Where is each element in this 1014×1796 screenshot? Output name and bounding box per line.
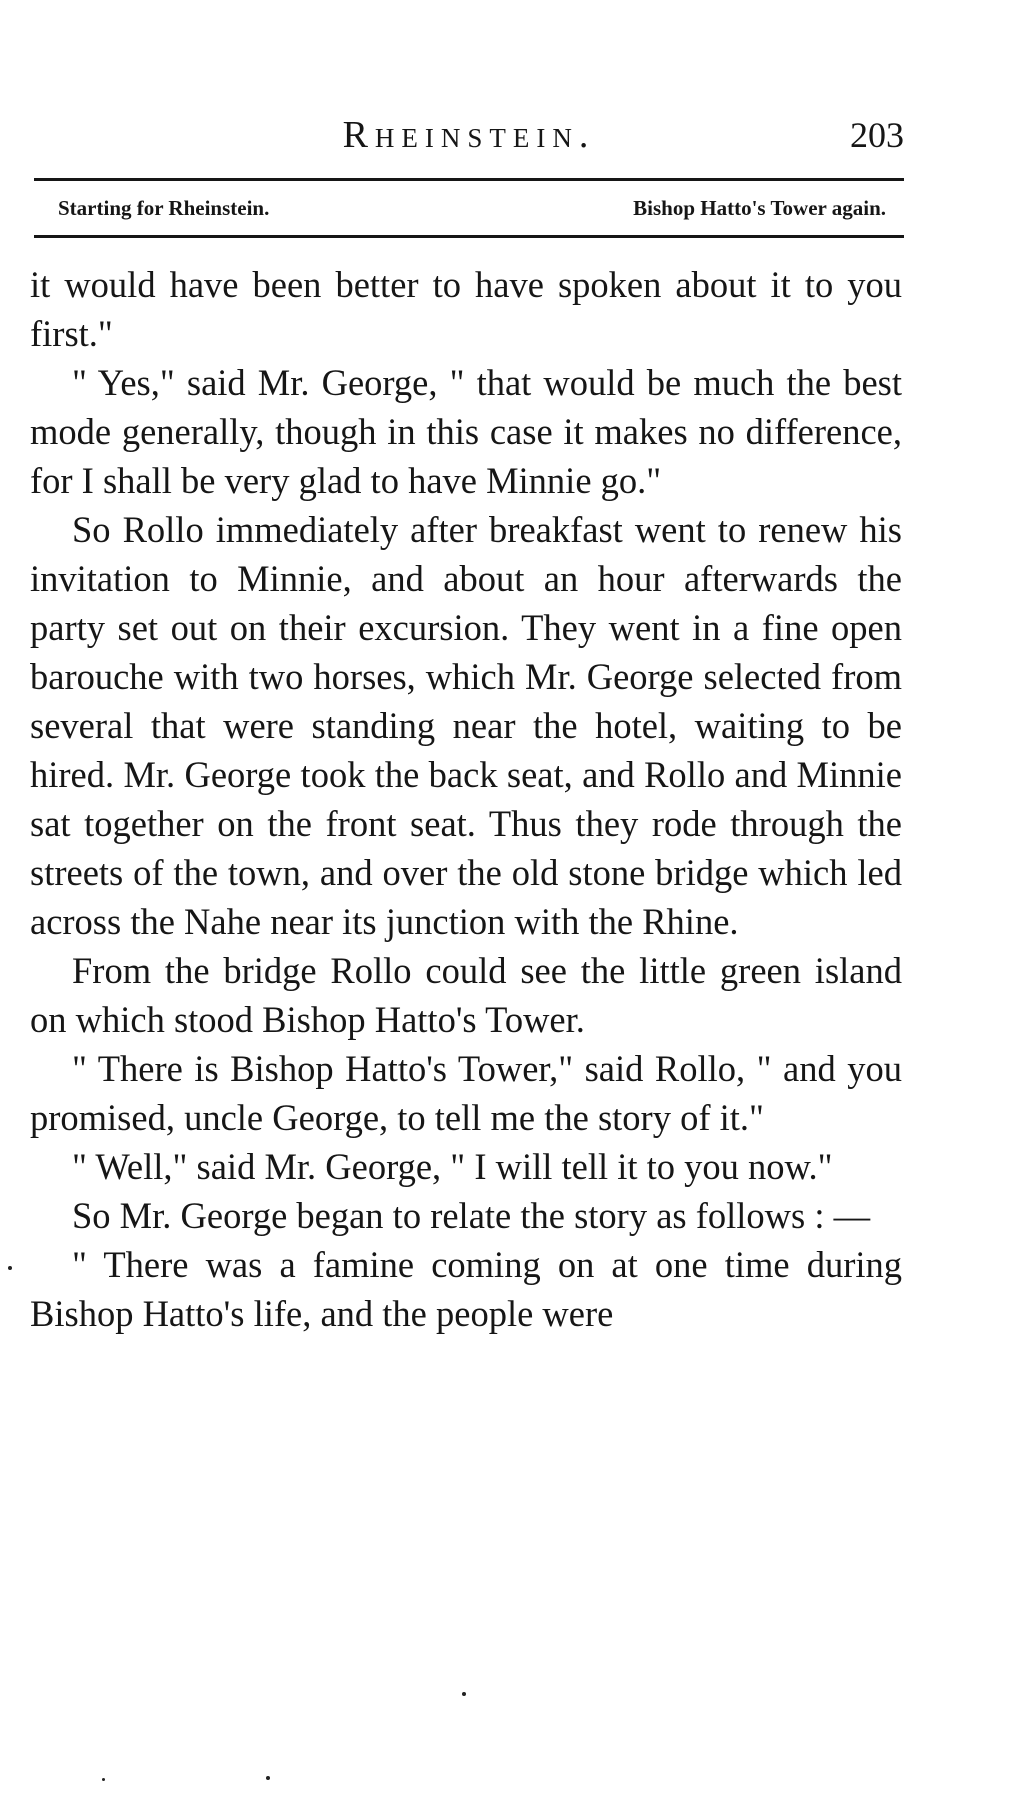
paragraph: So Mr. George began to relate the story as follows : — bbox=[72, 1195, 871, 1236]
top-rule bbox=[34, 178, 904, 181]
page-number: 203 bbox=[850, 115, 904, 155]
paragraph: " There was a famine coming on at one time during Bishop Hatto's life, and the people were bbox=[30, 1244, 902, 1334]
print-speck bbox=[266, 1776, 270, 1780]
body-text bbox=[30, 260, 902, 1338]
bottom-rule bbox=[34, 235, 904, 238]
subhead-right: Bishop Hatto's Tower again. bbox=[633, 196, 886, 220]
running-title: Rheinstein. bbox=[342, 114, 596, 156]
print-speck bbox=[8, 1266, 12, 1270]
paragraph: So Rollo immediately after breakfast went to renew his invitation to Minnie, and about an hour afterwards the party set out on their excursion. They went in a fine open barouche with two horses, which Mr. George selected from several that were standing near the hotel, waiting to be hired. Mr. George took the back seat, and Rollo and Minnie sat together on the front seat. Thus they rode through the streets of the town, and over the old stone bridge which led across the Nahe near its junction with the Rhine. bbox=[30, 509, 902, 942]
subhead-left: Starting for Rheinstein. bbox=[58, 196, 270, 220]
paragraph-continuation: it would have been better to have spoken about it to you first." bbox=[30, 264, 902, 354]
paragraph: " Well," said Mr. George, " I will tell it to you now." bbox=[72, 1146, 833, 1187]
paragraph: " Yes," said Mr. George, " that would be much the best mode generally, though in this case it makes no difference, for I shall be very glad to have Minnie go." bbox=[30, 362, 902, 501]
print-speck bbox=[102, 1778, 105, 1781]
print-speck bbox=[462, 1692, 466, 1696]
running-head bbox=[34, 110, 904, 160]
paragraph: From the bridge Rollo could see the little green island on which stood Bishop Hatto's Tower. bbox=[30, 950, 902, 1040]
paragraph: " There is Bishop Hatto's Tower," said Rollo, " and you promised, uncle George, to tell me the story of it." bbox=[30, 1048, 902, 1138]
section-subheads bbox=[58, 188, 886, 228]
